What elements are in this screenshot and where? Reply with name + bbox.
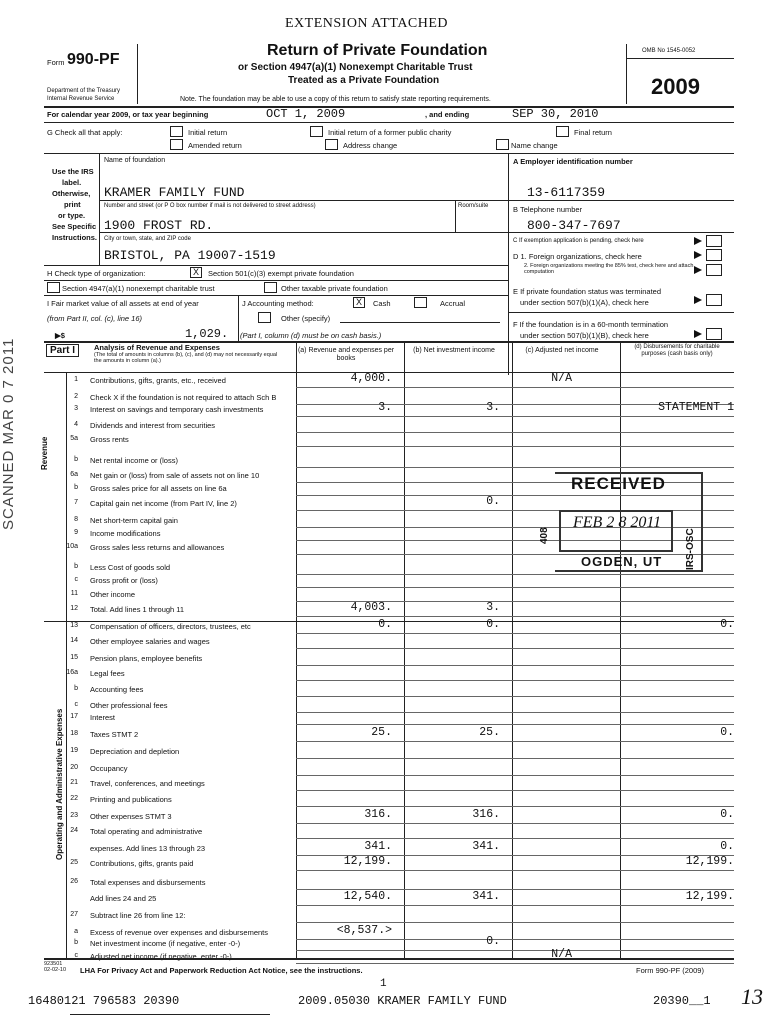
tax-year-end[interactable]: SEP 30, 2010 bbox=[512, 107, 599, 121]
line-label: Depreciation and depletion bbox=[90, 747, 180, 756]
check-all-label: G Check all that apply: bbox=[47, 128, 123, 137]
row-rule bbox=[296, 963, 734, 964]
line-label: Accounting fees bbox=[90, 685, 144, 694]
line-label: Check X if the foundation is not required to attach Sch B bbox=[90, 393, 277, 402]
fmv-arrow: ▶$ bbox=[55, 331, 65, 340]
line-label: Other expenses STMT 3 bbox=[90, 812, 172, 821]
4947-checkbox[interactable] bbox=[47, 282, 60, 293]
row-rule bbox=[296, 587, 734, 588]
col-b-value[interactable]: 341. bbox=[472, 840, 500, 853]
col-d-value[interactable]: 0. bbox=[720, 618, 734, 631]
row-rule bbox=[296, 633, 734, 634]
line-label: Interest on savings and temporary cash investments bbox=[90, 405, 264, 414]
accounting-method-label: J Accounting method: bbox=[242, 299, 314, 308]
line-number: 7 bbox=[74, 499, 78, 506]
row-rule bbox=[296, 665, 734, 666]
room-label: Room/suite bbox=[458, 203, 489, 209]
row-rule bbox=[296, 712, 734, 713]
line-number: b bbox=[74, 685, 78, 692]
other-taxable-label: Other taxable private foundation bbox=[281, 284, 388, 293]
line-number: 10a bbox=[66, 543, 78, 550]
col-d-value[interactable]: 0. bbox=[720, 726, 734, 739]
line-label: Net rental income or (loss) bbox=[90, 456, 178, 465]
line-label: Legal fees bbox=[90, 669, 125, 678]
foundation-name[interactable]: KRAMER FAMILY FUND bbox=[104, 185, 245, 200]
501c3-label: Section 501(c)(3) exempt private foundation bbox=[208, 269, 354, 278]
exemption-pending-checkbox[interactable] bbox=[706, 235, 722, 247]
header-divider-right bbox=[626, 44, 627, 104]
line-number: c bbox=[74, 576, 78, 583]
line-label: Travel, conferences, and meetings bbox=[90, 779, 205, 788]
part-i-tag: Part I bbox=[46, 344, 79, 357]
col-d-value[interactable]: 12,199. bbox=[685, 855, 734, 868]
line-label: Gross profit or (loss) bbox=[90, 576, 158, 585]
initial-former-checkbox[interactable] bbox=[310, 126, 323, 137]
line-number: 20 bbox=[70, 764, 78, 771]
other-method-label: Other (specify) bbox=[281, 314, 331, 323]
line-label: Add lines 24 and 25 bbox=[90, 894, 157, 903]
form-subtitle-1: or Section 4947(a)(1) Nonexempt Charitable Trust bbox=[238, 62, 473, 73]
line-label: Net investment income (if negative, enter -0-) bbox=[90, 939, 241, 948]
col-d-header: (d) Disbursements for charitable purposes (cash basis only) bbox=[634, 344, 720, 357]
status-terminated-label-2: under section 507(b)(1)(A), check here bbox=[520, 298, 649, 307]
fmv-value[interactable]: 1,029. bbox=[185, 327, 229, 341]
line-label: Gross rents bbox=[90, 435, 129, 444]
form-note: Note. The foundation may be able to use a copy of this return to satisfy state reporting requirements. bbox=[180, 96, 491, 103]
initial-former-label: Initial return of a former public charity bbox=[328, 128, 452, 137]
line-number: 15 bbox=[70, 654, 78, 661]
fmv-sublabel: (from Part II, col. (c), line 16) bbox=[47, 314, 143, 323]
line-label: Taxes STMT 2 bbox=[90, 730, 139, 739]
line-label: Contributions, gifts, grants, etc., received bbox=[90, 376, 226, 385]
line-number: b bbox=[74, 563, 78, 570]
line-number: 18 bbox=[70, 730, 78, 737]
line-label: Interest bbox=[90, 713, 116, 722]
form-subtitle-2: Treated as a Private Foundation bbox=[288, 75, 440, 86]
status-terminated-checkbox[interactable] bbox=[706, 294, 722, 306]
accrual-label: Accrual bbox=[440, 299, 466, 308]
ein-label: A Employer identification number bbox=[513, 157, 633, 166]
handwritten-mark: 13 bbox=[741, 984, 763, 1009]
line-number: b bbox=[74, 456, 78, 463]
col-a-header: (a) Revenue and expenses per books bbox=[297, 347, 395, 362]
other-method-checkbox[interactable] bbox=[258, 312, 271, 323]
header-divider-left bbox=[137, 44, 138, 104]
expenses-side-label: Operating and Administrative Expenses bbox=[55, 708, 64, 860]
line-number: 12 bbox=[70, 605, 78, 612]
row-rule bbox=[296, 790, 734, 791]
termination-checkbox[interactable] bbox=[706, 328, 722, 340]
form-footer-right: Form 990-PF (2009) bbox=[636, 966, 704, 975]
final-return-checkbox[interactable] bbox=[556, 126, 569, 137]
line-label: Gross sales less returns and allowances bbox=[90, 543, 225, 552]
col-a-value[interactable]: 316. bbox=[364, 808, 392, 821]
line-label: Capital gain net income (from Part IV, line 2) bbox=[90, 499, 237, 508]
row-rule bbox=[296, 758, 734, 759]
city-state-zip[interactable]: BRISTOL, PA 19007-1519 bbox=[104, 248, 276, 263]
page-number: 1 bbox=[380, 978, 387, 990]
phone-label: B Telephone number bbox=[513, 205, 583, 214]
foreign-org-checkbox[interactable] bbox=[706, 249, 722, 261]
501c3-checkbox[interactable]: X bbox=[190, 267, 202, 278]
4947-label: Section 4947(a)(1) nonexempt charitable trust bbox=[62, 284, 215, 293]
line-number: c bbox=[74, 952, 78, 959]
cash-basis-note: (Part I, column (d) must be on cash basis.) bbox=[240, 331, 382, 340]
irs-name: Internal Revenue Service bbox=[47, 96, 115, 102]
line-number: 17 bbox=[70, 713, 78, 720]
omb-number: OMB No 1545-0052 bbox=[642, 48, 696, 54]
line-label: Printing and publications bbox=[90, 795, 172, 804]
line-number: 5a bbox=[70, 435, 78, 442]
col-c-value[interactable]: N/A bbox=[551, 372, 572, 385]
col-d-value[interactable]: STATEMENT 1 bbox=[658, 401, 734, 414]
line-number: 25 bbox=[70, 859, 78, 866]
line-number: b bbox=[74, 484, 78, 491]
line-number: 22 bbox=[70, 795, 78, 802]
line-number: 21 bbox=[70, 779, 78, 786]
form-code: 923501 02-02-10 bbox=[44, 961, 67, 973]
line-label: expenses. Add lines 13 through 23 bbox=[90, 844, 206, 853]
initial-return-label: Initial return bbox=[188, 128, 228, 137]
col-a-value[interactable]: 12,199. bbox=[343, 855, 392, 868]
line-label: Less Cost of goods sold bbox=[90, 563, 171, 572]
line-number: 23 bbox=[70, 812, 78, 819]
line-number: 27 bbox=[70, 911, 78, 918]
line-label: Contributions, gifts, grants paid bbox=[90, 859, 194, 868]
col-b-value[interactable]: 316. bbox=[472, 808, 500, 821]
line-label: Gross sales price for all assets on line 6a bbox=[90, 484, 227, 493]
other-taxable-checkbox[interactable] bbox=[264, 282, 277, 293]
line-label: Pension plans, employee benefits bbox=[90, 654, 203, 663]
line-number: 19 bbox=[70, 747, 78, 754]
line-number: 3 bbox=[74, 405, 78, 412]
and-ending-label: , and ending bbox=[425, 110, 470, 119]
line-label: Excess of revenue over expenses and disbursements bbox=[90, 928, 269, 937]
dept-treasury: Department of the Treasury bbox=[47, 88, 121, 94]
col-a-value[interactable]: 341. bbox=[364, 840, 392, 853]
row-rule bbox=[296, 467, 734, 468]
received-stamp-date: FEB 2 8 2011 bbox=[573, 514, 662, 531]
col-b-value[interactable]: 0. bbox=[486, 495, 500, 508]
lha-notice: LHA For Privacy Act and Paperwork Reduction Act Notice, see the instructions. bbox=[80, 966, 363, 975]
ein-value[interactable]: 13-6117359 bbox=[527, 185, 606, 200]
amended-return-checkbox[interactable] bbox=[170, 139, 183, 150]
col-d-value[interactable]: 0. bbox=[720, 840, 734, 853]
col-b-value[interactable]: 25. bbox=[479, 726, 500, 739]
bottom-right-code: 20390__1 bbox=[653, 994, 711, 1008]
row-rule bbox=[296, 648, 734, 649]
line-number: a bbox=[74, 928, 78, 935]
line-label: Income modifications bbox=[90, 529, 161, 538]
part-i-title-note: (The total of amounts in columns (b), (c), and (d) may not necessarily equal the amounts in column (a).) bbox=[94, 352, 278, 364]
row-rule bbox=[296, 446, 734, 447]
accrual-checkbox[interactable] bbox=[414, 297, 427, 308]
line-label: Compensation of officers, directors, trustees, etc bbox=[90, 622, 251, 631]
name-change-label: Name change bbox=[511, 141, 558, 150]
phone-value[interactable]: 800-347-7697 bbox=[527, 218, 621, 233]
form-number: 990-PF bbox=[67, 51, 120, 68]
tax-year: 2009 bbox=[651, 74, 700, 99]
row-rule bbox=[296, 724, 734, 725]
foreign-85-label: 2. Foreign organizations meeting the 85% test, check here and attach computation bbox=[524, 263, 694, 275]
line-number: 6a bbox=[70, 471, 78, 478]
col-b-value[interactable]: 341. bbox=[472, 890, 500, 903]
row-rule bbox=[296, 616, 734, 617]
line-label: Dividends and interest from securities bbox=[90, 421, 216, 430]
line-label: Subtract line 26 from line 12: bbox=[90, 911, 186, 920]
tax-year-begin[interactable]: OCT 1, 2009 bbox=[266, 107, 346, 121]
col-a-value[interactable]: 4,000. bbox=[350, 372, 392, 385]
line-number: 16a bbox=[66, 669, 78, 676]
received-stamp bbox=[541, 470, 701, 570]
row-rule bbox=[296, 775, 734, 776]
line-number: 24 bbox=[70, 827, 78, 834]
amended-return-label: Amended return bbox=[188, 141, 242, 150]
row-rule bbox=[296, 806, 734, 807]
row-rule bbox=[296, 416, 734, 417]
col-b-header: (b) Net investment income bbox=[413, 347, 495, 354]
org-type-label: H Check type of organization: bbox=[47, 269, 146, 278]
line-number: c bbox=[74, 701, 78, 708]
cash-checkbox[interactable]: X bbox=[353, 297, 365, 308]
bottom-mid-text: 2009.05030 KRAMER FAMILY FUND bbox=[298, 994, 507, 1008]
line-number: 26 bbox=[70, 878, 78, 885]
col-b-value[interactable]: 0. bbox=[486, 618, 500, 631]
row-rule bbox=[296, 574, 734, 575]
col-a-value[interactable]: 3. bbox=[378, 401, 392, 414]
foreign-org-label: D 1. Foreign organizations, check here bbox=[513, 252, 642, 261]
address-change-checkbox[interactable] bbox=[325, 139, 338, 150]
row-rule bbox=[296, 838, 734, 839]
part-i-title: Analysis of Revenue and Expenses bbox=[94, 343, 220, 352]
received-stamp-city: OGDEN, UT bbox=[581, 554, 663, 569]
row-rule bbox=[296, 922, 734, 923]
line-number: 9 bbox=[74, 529, 78, 536]
line-number: b bbox=[74, 939, 78, 946]
row-rule bbox=[296, 696, 734, 697]
row-rule bbox=[296, 905, 734, 906]
received-stamp-side-right: IRS-OSC bbox=[685, 528, 696, 570]
use-irs-label: Use the IRS label. Otherwise, print or type. See Specific Instructions. bbox=[52, 167, 98, 242]
line-number: 8 bbox=[74, 516, 78, 523]
col-c-value[interactable]: N/A bbox=[551, 948, 572, 961]
col-c-header: (c) Adjusted net income bbox=[525, 347, 599, 354]
line-label: Occupancy bbox=[90, 764, 128, 773]
line-number: 14 bbox=[70, 637, 78, 644]
col-d-value[interactable]: 12,199. bbox=[685, 890, 734, 903]
received-stamp-side-left: 408 bbox=[539, 527, 550, 544]
termination-label: F If the foundation is in a 60-month termination bbox=[513, 320, 669, 329]
line-number: 4 bbox=[74, 421, 78, 428]
exemption-pending-label: C If exemption application is pending, check here bbox=[513, 238, 644, 244]
foundation-name-label: Name of foundation bbox=[104, 157, 166, 164]
extension-attached-note: EXTENSION ATTACHED bbox=[285, 16, 449, 31]
row-rule bbox=[296, 432, 734, 433]
row-rule bbox=[296, 387, 734, 388]
col-a-value[interactable]: 25. bbox=[371, 726, 392, 739]
final-return-label: Final return bbox=[574, 128, 612, 137]
line-number: 11 bbox=[70, 590, 78, 597]
line-label: Net short-term capital gain bbox=[90, 516, 178, 525]
bottom-left-code: 16480121 796583 20390 bbox=[28, 994, 180, 1008]
line-label: Other income bbox=[90, 590, 136, 599]
col-b-value[interactable]: 3. bbox=[486, 601, 500, 614]
city-label: City or town, state, and ZIP code bbox=[104, 236, 191, 242]
initial-return-checkbox[interactable] bbox=[170, 126, 183, 137]
cash-label: Cash bbox=[373, 299, 391, 308]
address-change-label: Address change bbox=[343, 141, 398, 150]
termination-label-2: under section 507(b)(1)(B), check here bbox=[520, 331, 649, 340]
form-title: Return of Private Foundation bbox=[267, 42, 488, 59]
foreign-85-checkbox[interactable] bbox=[706, 264, 722, 276]
form-prefix: Form bbox=[47, 58, 65, 67]
col-a-value[interactable]: 0. bbox=[378, 618, 392, 631]
line-number: 13 bbox=[70, 622, 78, 629]
row-rule bbox=[296, 939, 734, 940]
line-number: 1 bbox=[74, 376, 78, 383]
row-rule bbox=[296, 680, 734, 681]
line-label: Adjusted net income (if negative, enter -0-) bbox=[90, 952, 232, 961]
col-a-value[interactable]: <8,537.> bbox=[336, 924, 392, 937]
line-number: 2 bbox=[74, 393, 78, 400]
row-rule bbox=[296, 870, 734, 871]
fmv-label: I Fair market value of all assets at end of year bbox=[47, 299, 199, 308]
line-label: Total expenses and disbursements bbox=[90, 878, 206, 887]
scanned-stamp: SCANNED MAR 0 7 2011 bbox=[0, 337, 17, 530]
col-a-value[interactable]: 12,540. bbox=[343, 890, 392, 903]
col-b-value[interactable]: 0. bbox=[486, 935, 500, 948]
row-rule bbox=[296, 741, 734, 742]
tax-year-label: For calendar year 2009, or tax year beginning bbox=[47, 110, 209, 119]
revenue-side-label: Revenue bbox=[40, 436, 49, 470]
line-label: Total operating and administrative bbox=[90, 827, 203, 836]
line-label: Total. Add lines 1 through 11 bbox=[90, 605, 185, 614]
col-a-value[interactable]: 4,003. bbox=[350, 601, 392, 614]
street-label: Number and street (or P O box number if mail is not delivered to street address) bbox=[104, 203, 316, 209]
status-terminated-label: E If private foundation status was terminated bbox=[513, 287, 661, 296]
col-d-value[interactable]: 0. bbox=[720, 808, 734, 821]
line-label: Net gain or (loss) from sale of assets not on line 10 bbox=[90, 471, 260, 480]
line-label: Other professional fees bbox=[90, 701, 168, 710]
col-b-value[interactable]: 3. bbox=[486, 401, 500, 414]
received-stamp-text: RECEIVED bbox=[571, 474, 666, 493]
line-label: Other employee salaries and wages bbox=[90, 637, 210, 646]
street-address[interactable]: 1900 FROST RD. bbox=[104, 218, 214, 233]
name-change-checkbox[interactable] bbox=[496, 139, 509, 150]
row-rule bbox=[296, 823, 734, 824]
